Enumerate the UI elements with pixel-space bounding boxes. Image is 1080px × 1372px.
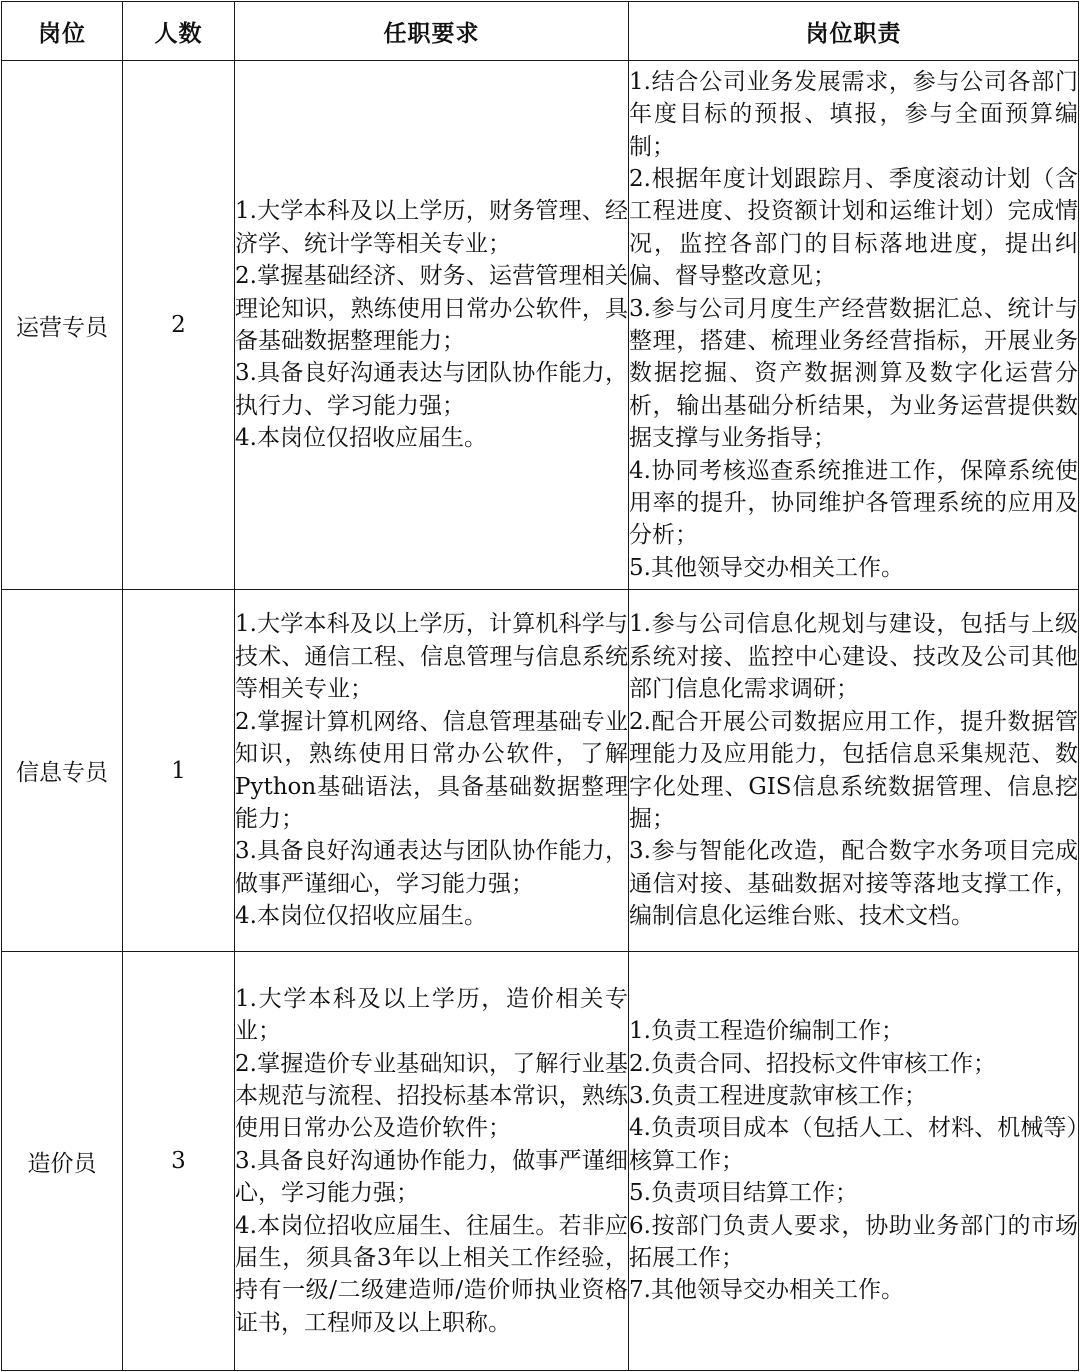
- duty-item: 4.协同考核巡查系统推进工作，保障系统使用率的提升，协同维护各管理系统的应用及分析；: [629, 457, 1078, 549]
- requirement-item: 2.掌握基础经济、财务、运营管理相关理论知识，熟练使用日常办公软件，具备基础数据整理能力；: [235, 263, 628, 354]
- duty-item: 1.负责工程造价编制工作；: [629, 1018, 904, 1045]
- requirements-cell: [235, 61, 629, 590]
- post-title: 造价员: [2, 952, 123, 1371]
- headcount: 3: [123, 952, 235, 1371]
- duty-item: 2.根据年度计划跟踪月、季度滚动计划（含工程进度、投资额计划和运维计划）完成情况，监控各部门的目标落地进度，提出纠偏、督导整改意见；: [629, 165, 1078, 290]
- duty-item: 5.其他领导交办相关工作。: [629, 554, 904, 581]
- headcount: 1: [123, 590, 235, 952]
- requirement-item: 4.本岗位招收应届生、往届生。若非应届生，须具备3年以上相关工作经验，持有一级/二级建造师/造价师执业资格证书，工程师及以上职称。: [235, 1212, 628, 1336]
- duty-item: 2.负责合同、招投标文件审核工作；: [629, 1050, 996, 1077]
- duties-cell: [629, 952, 1079, 1371]
- post-title: 运营专员: [2, 61, 123, 590]
- job-positions-table: [1, 1, 1079, 1371]
- requirement-item: 3.具备良好沟通表达与团队协作能力，做事严谨细心，学习能力强；: [235, 838, 628, 897]
- header-post: 岗位: [2, 2, 123, 61]
- requirement-item: 2.掌握造价专业基础知识，了解行业基本规范与流程、招投标基本常识，熟练使用日常办公及造价软件；: [235, 1050, 628, 1142]
- headcount: 2: [123, 61, 235, 590]
- requirement-item: 3.具备良好沟通表达与团队协作能力，执行力、学习能力强；: [235, 360, 628, 419]
- duty-item: 1.结合公司业务发展需求，参与公司各部门年度目标的预报、填报，参与全面预算编制；: [629, 68, 1078, 160]
- duty-item: 3.负责工程进度款审核工作；: [629, 1082, 927, 1109]
- requirement-item: 1.大学本科及以上学历，造价相关专业；: [235, 985, 628, 1045]
- requirement-item: 1.大学本科及以上学历，计算机科学与技术、通信工程、信息管理与信息系统等相关专业；: [235, 611, 628, 703]
- post-title: 信息专员: [2, 590, 123, 952]
- requirements-cell: [235, 952, 629, 1371]
- duty-item: 3.参与公司月度生产经营数据汇总、统计与整理，搭建、梳理业务经营指标，开展业务数据挖掘、资产数据测算及数字化运营分析，输出基础分析结果，为业务运营提供数据支撑与业务指导；: [629, 295, 1078, 452]
- duties-cell: [629, 61, 1079, 590]
- table-row: [2, 952, 1079, 1371]
- header-requirements: 任职要求: [235, 2, 629, 61]
- table-row: [2, 61, 1079, 590]
- duty-item: 2.配合开展公司数据应用工作，提升数据管理能力及应用能力，包括信息采集规范、数字化处理、GIS信息系统数据管理、信息挖掘；: [629, 708, 1078, 832]
- header-duties: 岗位职责: [629, 2, 1079, 61]
- duty-item: 1.参与公司信息化规划与建设，包括与上级系统对接、监控中心建设、技改及公司其他部门信息化需求调研；: [629, 611, 1078, 703]
- duty-item: 5.负责项目结算工作；: [629, 1180, 858, 1207]
- header-count: 人数: [123, 2, 235, 61]
- duty-item: 6.按部门负责人要求，协助业务部门的市场拓展工作；: [629, 1212, 1078, 1272]
- requirement-item: 2.掌握计算机网络、信息管理基础专业知识，熟练使用日常办公软件，了解Python基础语法，具备基础数据整理能力；: [235, 708, 628, 832]
- table-row: [2, 590, 1079, 952]
- duty-item: 7.其他领导交办相关工作。: [629, 1277, 904, 1304]
- duties-cell: [629, 590, 1079, 952]
- table-header-row: [2, 2, 1079, 61]
- duty-item: 4.负责项目成本（包括人工、材料、机械等）核算工作；: [629, 1115, 1078, 1174]
- requirement-item: 1.大学本科及以上学历，财务管理、经济学、统计学等相关专业；: [235, 198, 628, 257]
- requirement-item: 4.本岗位仅招收应届生。: [235, 425, 487, 452]
- duty-item: 3.参与智能化改造，配合数字水务项目完成通信对接、基础数据对接等落地支撑工作，编制信息化运维台账、技术文档。: [629, 838, 1078, 930]
- requirement-item: 3.具备良好沟通协作能力，做事严谨细心，学习能力强；: [235, 1147, 628, 1207]
- requirement-item: 4.本岗位仅招收应届生。: [235, 903, 487, 930]
- requirements-cell: [235, 590, 629, 952]
